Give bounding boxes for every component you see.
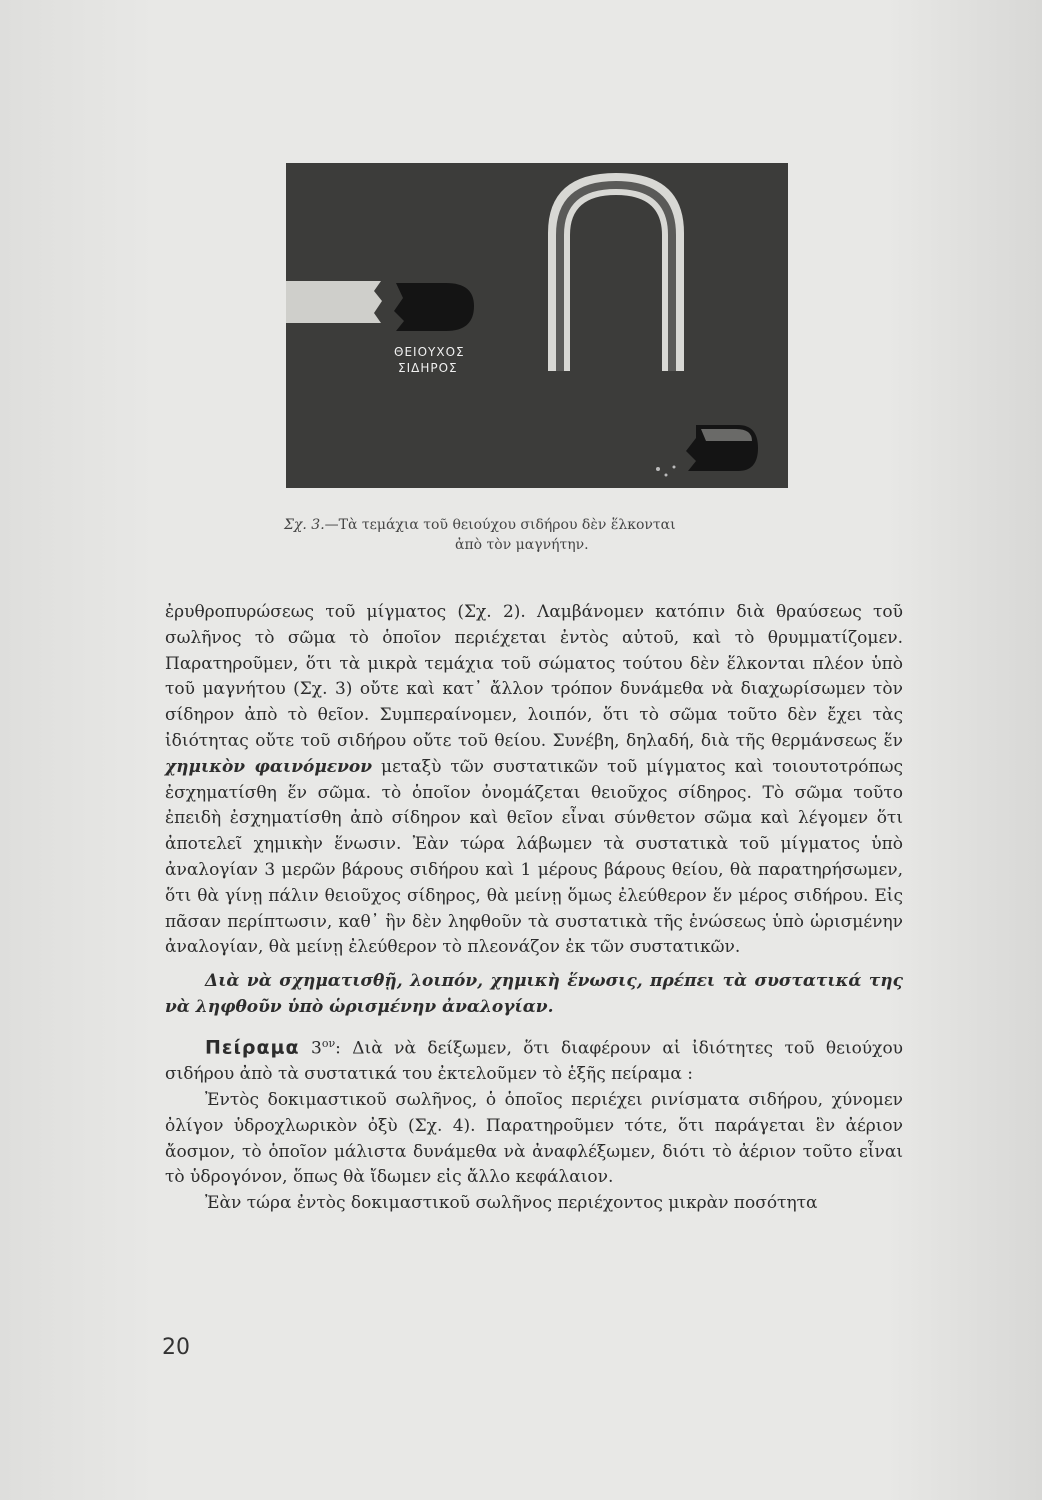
iron-sulfide-highlight: [701, 429, 752, 441]
magnet-figure: [286, 163, 788, 488]
fragment-dot: [673, 466, 676, 469]
figure-label-sulfur: ΘΕΙΟΥΧΟΣ: [394, 345, 465, 359]
fragment-dot: [656, 467, 660, 471]
magnet-illustration: [286, 163, 788, 488]
figure-label-iron: ΣΙΔΗΡΟΣ: [398, 361, 458, 375]
experiment-number: 3: [311, 1038, 322, 1059]
lesson-statement: Διὰ νὰ σχηματισθῇ, λοιπόν, χημικὴ ἕνωσις, πρέπει τὰ συστατικά της νὰ ληφθοῦν ὑπὸ ὡρισμένην ἀναλογίαν.: [165, 971, 903, 1017]
experiment-paragraph: [165, 1031, 903, 1088]
paragraph-text: μεταξὺ τῶν συστατικῶν τοῦ μίγματος καὶ τοιουτοτρόπως ἐσχηματίσθη ἕν σῶμα. τὸ ὁποῖον ὀνομάζεται θειοῦχος σίδηρος. Τὸ σῶμα τοῦτο ἐπειδὴ ἐσχηματίσθη ἀπὸ σίδηρον καὶ θεῖον εἶναι σύνθετον σῶμα καὶ λέγομεν ὅτι ἀποτελεῖ χημικὴν ἕνωσιν. Ἐὰν τώρα λάβωμεν τὰ συστατικὰ τοῦ μίγματος ὑπὸ ἀναλογίαν 3 μερῶν βάρους σιδήρου καὶ 1 μέρους βάρους θείου, θὰ παρατηρήσωμεν, ὅτι θὰ γίνῃ πάλιν θειοῦχος σίδηρος, θὰ μείνῃ ὅμως ἐλεύθερον ἕν μέρος σιδήρου. Εἰς πᾶσαν περίπτωσιν, καθ᾽ ἣν δὲν ληφθοῦν τὰ συστατικὰ τῆς ἑνώσεως ὑπὸ ὡρισμένην ἀναλογίαν, θὰ μείνῃ ἐλεύθερον τὸ πλεονάζον ἐκ τῶν συστατικῶν.: [165, 756, 903, 958]
body-text: [165, 600, 903, 1217]
page-number: 20: [162, 1335, 190, 1360]
paragraph: Ἐντὸς δοκιμαστικοῦ σωλῆνος, ὁ ὁποῖος περιέχει ρινίσματα σιδήρου, χύνομεν ὀλίγον ὑδροχλωρικὸν ὀξὺ (Σχ. 4). Παρατηροῦμεν τότε, ὅτι παράγεται ἓν ἀέριον ἄοσμον, τὸ ὁποῖον μάλιστα δυνάμεθα νὰ ἀναφλέξωμεν, διότι τὸ ἀέριον τοῦτο εἶναι τὸ ὑδρογόνον, ὅπως θὰ ἴδωμεν εἰς ἄλλο κεφάλαιον.: [165, 1090, 903, 1188]
caption-text-2: ἀπὸ τὸν μαγνήτην.: [455, 537, 589, 553]
experiment-suffix: ον: [321, 1036, 336, 1050]
caption-text-1: —Τὰ τεμάχια τοῦ θειούχου σιδήρου δὲν ἕλκονται: [324, 517, 676, 533]
paragraph-text: ἐρυθροπυρώσεως τοῦ μίγματος (Σχ. 2). Λαμβάνομεν κατόπιν διὰ θραύσεως τοῦ σωλῆνος τὸ σῶμα τὸ ὁποῖον περιέχεται ἐντὸς αὐτοῦ, καὶ τὸ θρυμματίζομεν. Παρατηροῦμεν, ὅτι τὰ μικρὰ τεμάχια τοῦ σώματος τούτου δὲν ἕλκονται πλέον ὑπὸ τοῦ μαγνήτου (Σχ. 3) οὔτε καὶ κατ᾽ ἄλλον τρόπον δυνάμεθα νὰ διαχωρίσωμεν τὸν σίδηρον ἀπὸ τὸ θεῖον. Συμπεραίνομεν, λοιπόν, ὅτι τὸ σῶμα τοῦτο δὲν ἔχει τὰς ἰδιότητας οὔτε τοῦ σιδήρου οὔτε τοῦ θείου. Συνέβη, δηλαδή, διὰ τῆς θερμάνσεως ἕν: [165, 602, 903, 751]
experiment-text: : Διὰ νὰ δείξωμεν, ὅτι διαφέρουν αἱ ἰδιότητες τοῦ θειούχου σιδήρου ἀπὸ τὰ συστατικά του ἐκτελοῦμεν τὸ ἑξῆς πείραμα :: [165, 1038, 904, 1085]
iron-sulfide-upper: [394, 283, 474, 331]
tube-upper: [286, 281, 382, 323]
paragraph: [165, 600, 903, 961]
fragment-dot: [665, 474, 668, 477]
experiment-title: Πείραμα: [205, 1036, 300, 1059]
emphasis-term: χημικὸν φαινόμενον: [165, 756, 373, 777]
paragraph: Ἐὰν τώρα ἐντὸς δοκιμαστικοῦ σωλῆνος περιέχοντος μικρὰν ποσότητα: [205, 1193, 818, 1214]
caption-number: Σχ. 3.: [284, 517, 325, 533]
